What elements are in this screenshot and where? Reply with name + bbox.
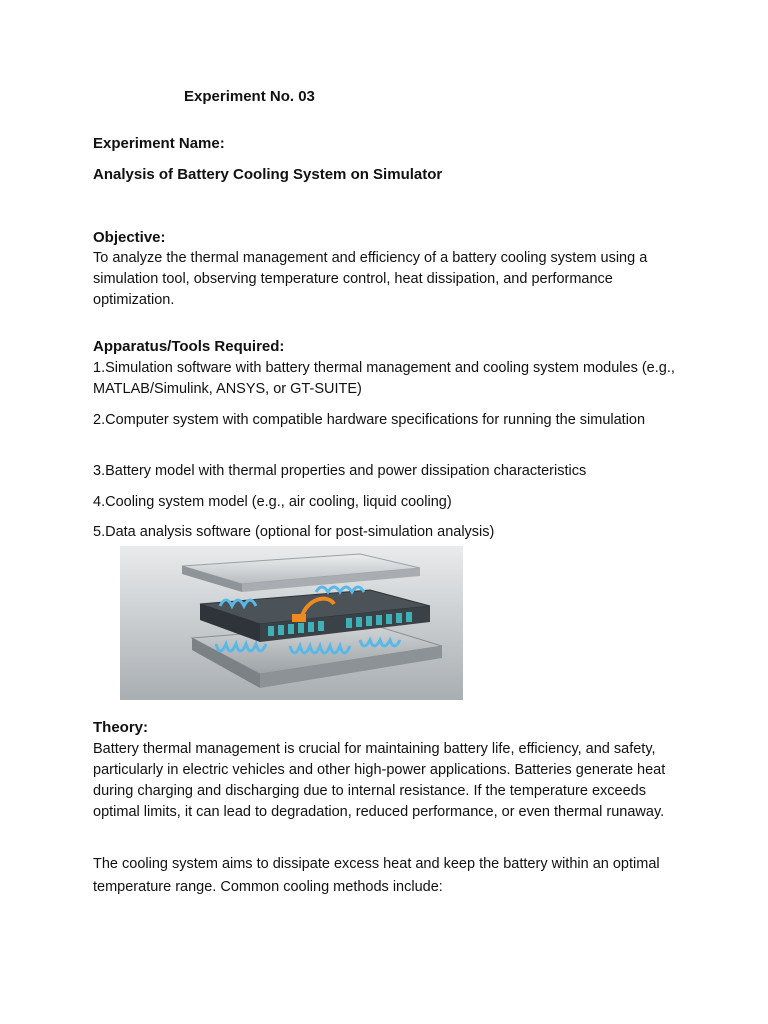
apparatus-item: 2.Computer system with compatible hardware specifications for running the simulation [93,412,646,428]
apparatus-item: 3.Battery model with thermal properties and power dissipation characteristics [93,463,587,479]
apparatus-item: 1.Simulation software with battery thermal management and cooling system modules (e.g., MATLAB/Simulink, ANSYS, or GT-SUITE) [93,360,675,397]
apparatus-label: Apparatus/Tools Required: [93,338,285,355]
apparatus-item: 5.Data analysis software (optional for post-simulation analysis) [93,524,495,540]
theory-paragraph: The cooling system aims to dissipate excess heat and keep the battery within an optimal temperature range. Common cooling methods include: [93,856,660,895]
battery-cooling-illustration [120,546,463,700]
objective-label: Objective: [93,229,166,246]
experiment-number: Experiment No. 03 [184,88,315,105]
experiment-name-value: Analysis of Battery Cooling System on Simulator [93,166,443,183]
theory-label: Theory: [93,719,149,736]
theory-paragraph: Battery thermal management is crucial for maintaining battery life, efficiency, and safety, particularly in electric vehicles and other high-power applications. Batteries generate heat during charging and discharging due to internal resistance. If the temperature exceeds optimal limits, it can lead to degradation, reduced performance, or even thermal runaway. [93,741,666,820]
apparatus-item: 4.Cooling system model (e.g., air cooling, liquid cooling) [93,494,452,510]
experiment-name-label: Experiment Name: [93,135,225,152]
objective-text: To analyze the thermal management and efficiency of a battery cooling system using a simulation tool, observing temperature control, heat dissipation, and performance optimization. [93,250,648,308]
